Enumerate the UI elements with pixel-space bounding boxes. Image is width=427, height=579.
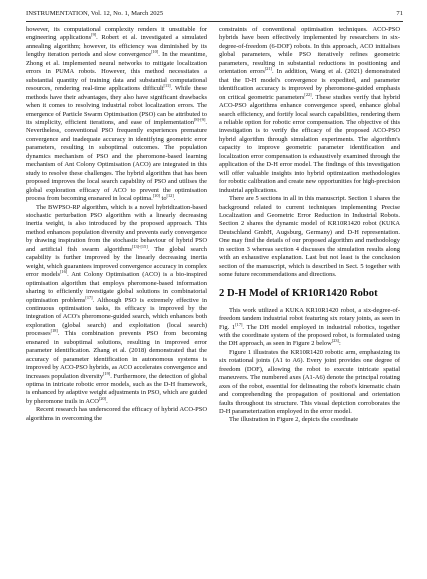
text-run: Recent research has underscored the efficacy of hybrid ACO-PSO algorithms in overcoming the	[26, 406, 207, 422]
text-run: . While these methods have their advantages, they also have significant drawbacks when it comes to resolving industrial robot localization errors. The emergence of Particle Swarm Optimisation (PSO) can be attributed to its simplicity, efficient iterations, and ease of implementation	[26, 85, 207, 126]
text-run: . The DH model employed in industrial robotics, together with the coordinate system of the proposed robot, is formulated using the DH approach, as seen in Figure 2 below	[219, 323, 400, 348]
text-run: however, its computational complexity renders it unsuitable for engineering applications	[26, 26, 207, 42]
paragraph	[219, 349, 400, 417]
citation-ref: [12]	[166, 193, 174, 199]
citation-ref: [20]	[98, 395, 107, 401]
right-column	[219, 26, 400, 425]
citation-ref: [13]-[15]	[131, 243, 148, 249]
paragraph	[219, 26, 400, 195]
text-run: There are 5 sections in all in this manuscript. Section 1 shares the background related to current techniques implementing Precise Localization and Geometric Error Reduction in Industrial Robots. Section 2 shares the dynamic model of KR10R1420 robot (KUKA Deutschland GmbH, Augsburg, Germany) and D-H representation. One may find the details of our proposed algorithm and methodology in section 3 whereas section 4 discusses the simulation results along with an exhaustive explanation. Last but not least is the conclusion section of the manuscript, which is described in Sect. 5 together with some future recommendations and directions.	[219, 195, 400, 279]
paragraph	[26, 26, 207, 204]
text-run: :	[338, 340, 341, 348]
citation-ref: [22]	[304, 91, 312, 97]
text-run: This work utilized a KUKA KR10R1420 robot, a six-degree-of-freedom tandem industrial robot featuring six rotary joints, as seen in Fig. 1	[219, 306, 400, 331]
citation-ref: [10]	[152, 193, 160, 199]
text-run: . In the meantime, Zhong et al. implemented neural networks to mitigate localization errors in PUMA robots. However, this method necessitates a substantial quantity of training data and substantial computational resources, rendering real-time applications difficult	[26, 51, 208, 93]
text-run: . In addition, Wang et al. (2021) demonstrated that the D-H model's convergence is expedited, and parameter identification accuracy is improved by pheromone-guided emphasis on critical geometric parameters	[219, 68, 400, 101]
left-column	[26, 26, 207, 423]
text-run: to	[159, 195, 167, 203]
paragraph	[219, 307, 400, 349]
running-header	[26, 7, 403, 20]
section-heading: 2 D-H Model of KR10R1420 Robot	[219, 287, 378, 299]
paragraph	[219, 416, 400, 424]
citation-ref: [16]	[60, 269, 68, 275]
citation-ref: [17]	[85, 294, 93, 300]
text-run: The BWPSO-RP algorithm, which is a novel hybridization-based stochastic perturbation PSO algorithm with a linearly decreasing inertia weight, is also introduced by the proposed approach. This method enhances population diversity and prevents early convergence by drawing inspiration from the stochastic behaviour of hybrid PSO and artificial fish swarm algorithms	[26, 203, 207, 253]
citation-ref: [23]	[331, 338, 339, 344]
page-number: 71	[396, 10, 403, 17]
text-run: constraints of conventional optimisation techniques. ACO-PSO hybrids have been effectively implemented by researchers in six-degree-of-freedom (6-DOF) robots. In this approach, ACO initialises global parameters, while PSO iteratively refines geometric parameters, resulting in substantial reductions in positioning and orientation errors	[219, 26, 400, 76]
text-run: . Although PSO is extremely effective in continuous optimisation tasks, its efficacy is improved by the integration of ACO's pheromone-guided search, which enhances both exploration (global search) and exploitation (local search) processes	[26, 296, 207, 338]
text-run: . These studies verify that hybrid ACO-PSO algorithms enhance convergence speed, enhance global search efficiency, and fortify local search capabilities, rendering them a reliable option for robotic error compensation. The objective of this investigation is to verify the efficacy of the proposed ACO-PSO hybrid algorithm through simulation experiments. The algorithm's capacity to improve geometric parameter identification and localization error compensation is exhaustively examined through the application of the D-H error model. The findings of this investigation will offer valuable insights into hybrid optimization methodologies for robotic calibration and create new opportunities for high-precision industrial applications.	[219, 93, 401, 194]
citation-ref: [11]	[163, 83, 171, 89]
paragraph	[26, 204, 207, 407]
citation-ref: [9]	[91, 32, 97, 38]
citation-ref: [18]	[50, 328, 58, 334]
citation-ref: [8]-[9]	[193, 116, 206, 122]
citation-ref: [17]	[235, 321, 243, 327]
text-run: . Furthermore, the detection of global optima in intricate robotic error models, such as the D-H framework, is enhanced by adaptive weight adjustments in PSO, which are guided by pheromone trails in ACO	[26, 372, 207, 405]
paragraph	[219, 195, 400, 280]
header-rule	[26, 21, 403, 22]
text-run: The illustration in Figure 2, depicts the coordinate	[229, 416, 359, 424]
text-run: .	[106, 397, 108, 405]
journal-citation: INSTRUMENTATION, Vol. 12, No. 1, March 2025	[26, 10, 164, 17]
text-run: . This combination prevents PSO from becoming ensnared in suboptimal solutions, resulting in improved error parameter identification. Zhang et al. (2018) demonstrated that the accuracy of parameter identification in autonomous systems is improved by ACO-PSO hybrids, as ACO accelerates convergence and increases population diversity	[26, 330, 207, 380]
paragraph	[26, 406, 207, 423]
citation-ref: [19]	[103, 370, 111, 376]
text-run: . Robert et al. investigated a simulated annealing algorithm; however, its efficiency was diminished by its lengthy iteration periods and slow convergence	[26, 34, 207, 59]
text-run: . The global search capability is further improved by the linearly decreasing inertia weight, which guarantees improved convergence accuracy in complex error models	[26, 245, 207, 279]
text-run: .	[173, 195, 176, 203]
citation-ref: [10]	[151, 49, 159, 55]
text-run: . Ant Colony Optimisation (ACO) is a bio-inspired optimisation algorithm that employs pheromone-based information sharing to efficiently investigate global solutions in combinatorial optimisation problems	[26, 271, 208, 304]
citation-ref: [21]	[264, 66, 273, 72]
text-run: . Nevertheless, conventional PSO frequently experiences premature convergence and inadequate accuracy in identifying geometric error parameters, resulting in suboptimal outcomes. The population dynamics mechanism of PSO and the pheromone-based learning mechanism of Ant Colony Optimisation (ACO) are integrated in this study to resolve these challenges. The hybrid algorithm that has been proposed improves the local search capability of PSO and utilises the global exploration efficacy of ACO to prevent the optimisation process from becoming ensnared in local optima.	[26, 118, 207, 203]
text-run: Figure 1 illustrates the KR10R1420 robotic arm, emphasizing its six rotational joints (A1 to A6). Every joint provides one degree of freedom (DOF), allowing the robot to execute intricate spatial maneuvers. The numbered axes (A1-A6) denote the principal rotating axes of the robot, essential for delineating the robot's kinematic chain and comprehending the propagation of positional and orientation faults throughout its structure. This visual depiction corroborates the D-H parameterization employed in the error model.	[219, 348, 400, 416]
